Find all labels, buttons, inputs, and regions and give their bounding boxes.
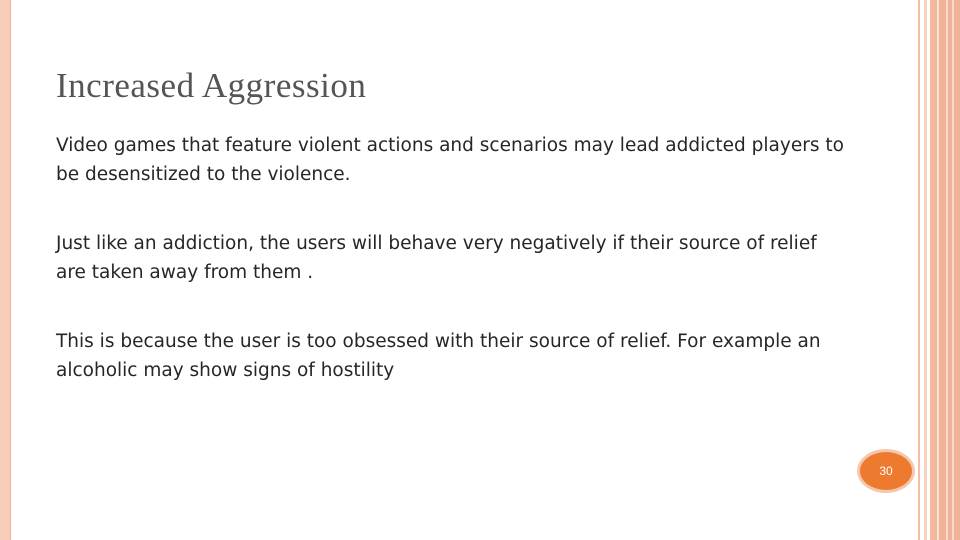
paragraph-obsession: This is because the user is too obsessed with their source of relief. For example an alcoholic may show signs of hostility: [56, 331, 821, 381]
right-border-stripe: [952, 0, 954, 540]
right-border-stripe: [924, 0, 927, 540]
slide-title: Increased Aggression: [56, 66, 367, 105]
right-border-stripe: [946, 0, 948, 540]
paragraph-desensitized: Video games that feature violent actions and scenarios may lead addicted players to be desensitized to the violence.: [56, 135, 844, 185]
paragraph-addiction: Just like an addiction, the users will behave very negatively if their source of relief are taken away from them .: [56, 233, 817, 283]
slide-body: [56, 131, 846, 425]
right-border-decoration: [939, 0, 960, 540]
right-border-stripe: [930, 0, 937, 540]
right-border-stripe: [918, 0, 920, 540]
page-number-badge: 30: [857, 449, 915, 493]
left-border-decoration: [0, 0, 11, 540]
right-border-stripe: [937, 0, 939, 540]
